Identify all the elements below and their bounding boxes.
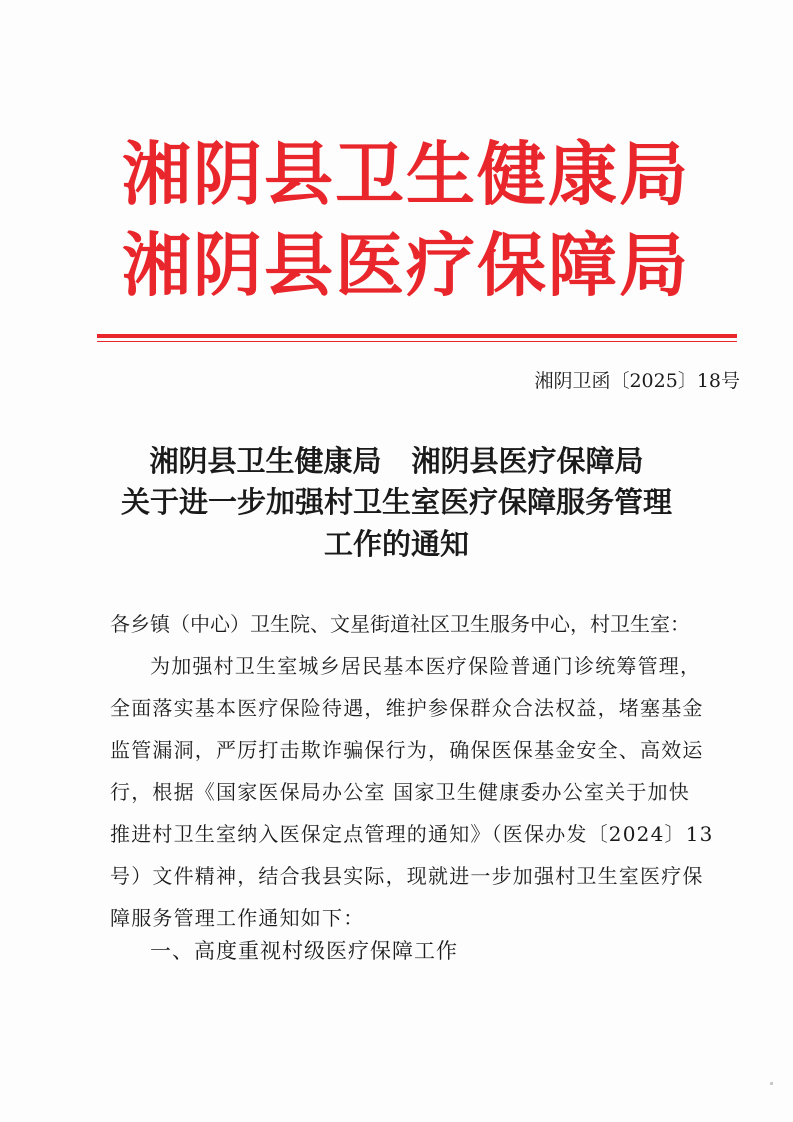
paragraph-line: 监管漏洞，严厉打击欺诈骗保行为，确保医保基金安全、高效运 bbox=[110, 738, 704, 762]
section-heading-1: 一、高度重视村级医疗保障工作 bbox=[150, 939, 458, 963]
title-issuer-1: 湘阴县卫生健康局 bbox=[149, 444, 382, 478]
paragraph-line: 为加强村卫生室城乡居民基本医疗保险普通门诊统筹管理， bbox=[150, 654, 702, 678]
paragraph-line: 障服务管理工作通知如下： bbox=[110, 906, 365, 930]
document-number: 湘阴卫函〔2025〕18号 bbox=[534, 370, 740, 392]
paragraph-line: 推进村卫生室纳入医保定点管理的通知》（医保办发〔2024〕13 bbox=[110, 822, 714, 846]
title-issuer-2: 湘阴县医疗保障局 bbox=[411, 444, 644, 478]
paragraph-line: 全面落实基本医疗保险待遇，维护参保群众合法权益，堵塞基金 bbox=[110, 696, 704, 720]
paragraph-line: 行，根据《国家医保局办公室 国家卫生健康委办公室关于加快 bbox=[110, 780, 690, 804]
red-divider-thin bbox=[97, 341, 737, 342]
title-line-3: 工作的通知 bbox=[323, 527, 469, 561]
scan-speck bbox=[770, 1082, 773, 1085]
salutation: 各乡镇（中心）卫生院、文星街道社区卫生服务中心，村卫生室： bbox=[110, 612, 690, 636]
paragraph-line: 号）文件精神，结合我县实际，现就进一步加强村卫生室医疗保 bbox=[110, 864, 704, 888]
masthead-line-1: 湘阴县卫生健康局 bbox=[122, 134, 690, 215]
masthead-line-2: 湘阴县医疗保障局 bbox=[122, 225, 690, 306]
title-line-2: 关于进一步加强村卫生室医疗保障服务管理 bbox=[120, 485, 672, 519]
title-line-1 bbox=[80, 441, 713, 481]
red-divider-thick bbox=[97, 334, 737, 338]
